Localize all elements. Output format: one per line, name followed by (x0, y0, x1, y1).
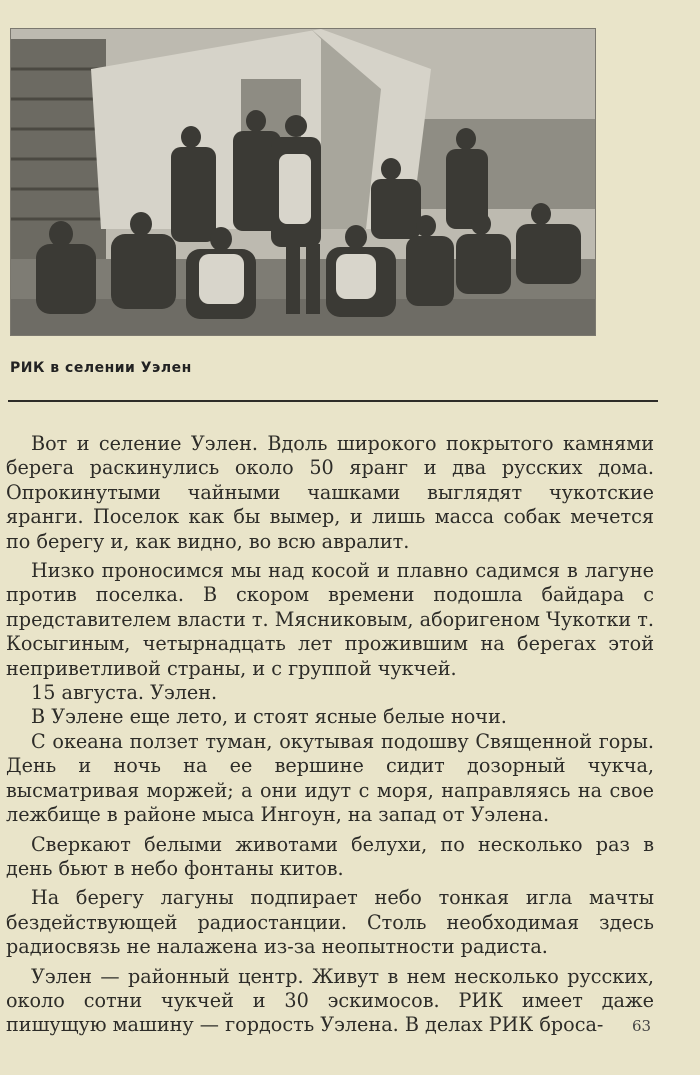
photo-caption: РИК в селении Уэлен (10, 360, 192, 376)
paragraph: В Уэлене еще лето, и стоят ясные белые ночи. (31, 705, 507, 729)
paragraph: С океана ползет туман, окутывая подошву Священной горы. День и ночь на ее вершине сидит дозорный чукча, высматривая моржей; а они идут с моря, направляясь на свое лежбище в районе мыса Ингоун, на запад от Уэлена. (6, 729, 654, 827)
section-divider (8, 400, 658, 402)
paragraph: Уэлен — районный центр. Живут в нем несколько русских, около сотни чукчей и 30 эскимосов. РИК имеет даже пишущую машину — гордость Уэлена. В делах РИК броса- (6, 964, 654, 1037)
photo-illustration (11, 29, 595, 335)
body-text (6, 432, 654, 1038)
paragraph: Вот и селение Уэлен. Вдоль широкого покрытого камнями берега раскинулись около 50 яранг и два русских дома. Опрокинутыми чайными чашками выглядят чукотские яранги. Поселок как бы вымер, и лишь масса собак мечется по берегу и, как видно, во всю авралит. (6, 432, 654, 553)
group-photo (10, 28, 596, 336)
paragraph: На берегу лагуны подпирает небо тонкая игла мачты бездействующей радиостанции. Столь необходимая здесь радиосвязь не налажена из-за неопытности радиста. (6, 886, 654, 959)
paragraph: Сверкают белыми животами белухи, по несколько раз в день бьют в небо фонтаны китов. (6, 832, 654, 880)
paragraph: Низко проносимся мы над косой и плавно садимся в лагуне против поселка. В скором времени подошла байдара с представителем власти т. Мясниковым, аборигеном Чукотки т. Косыгиным, четырнадцать лет прожившим на берегах этой неприветливой страны, и с группой чукчей. (6, 559, 654, 680)
paragraph-date: 15 августа. Уэлен. (31, 681, 218, 705)
page-number: 63 (632, 1017, 652, 1035)
